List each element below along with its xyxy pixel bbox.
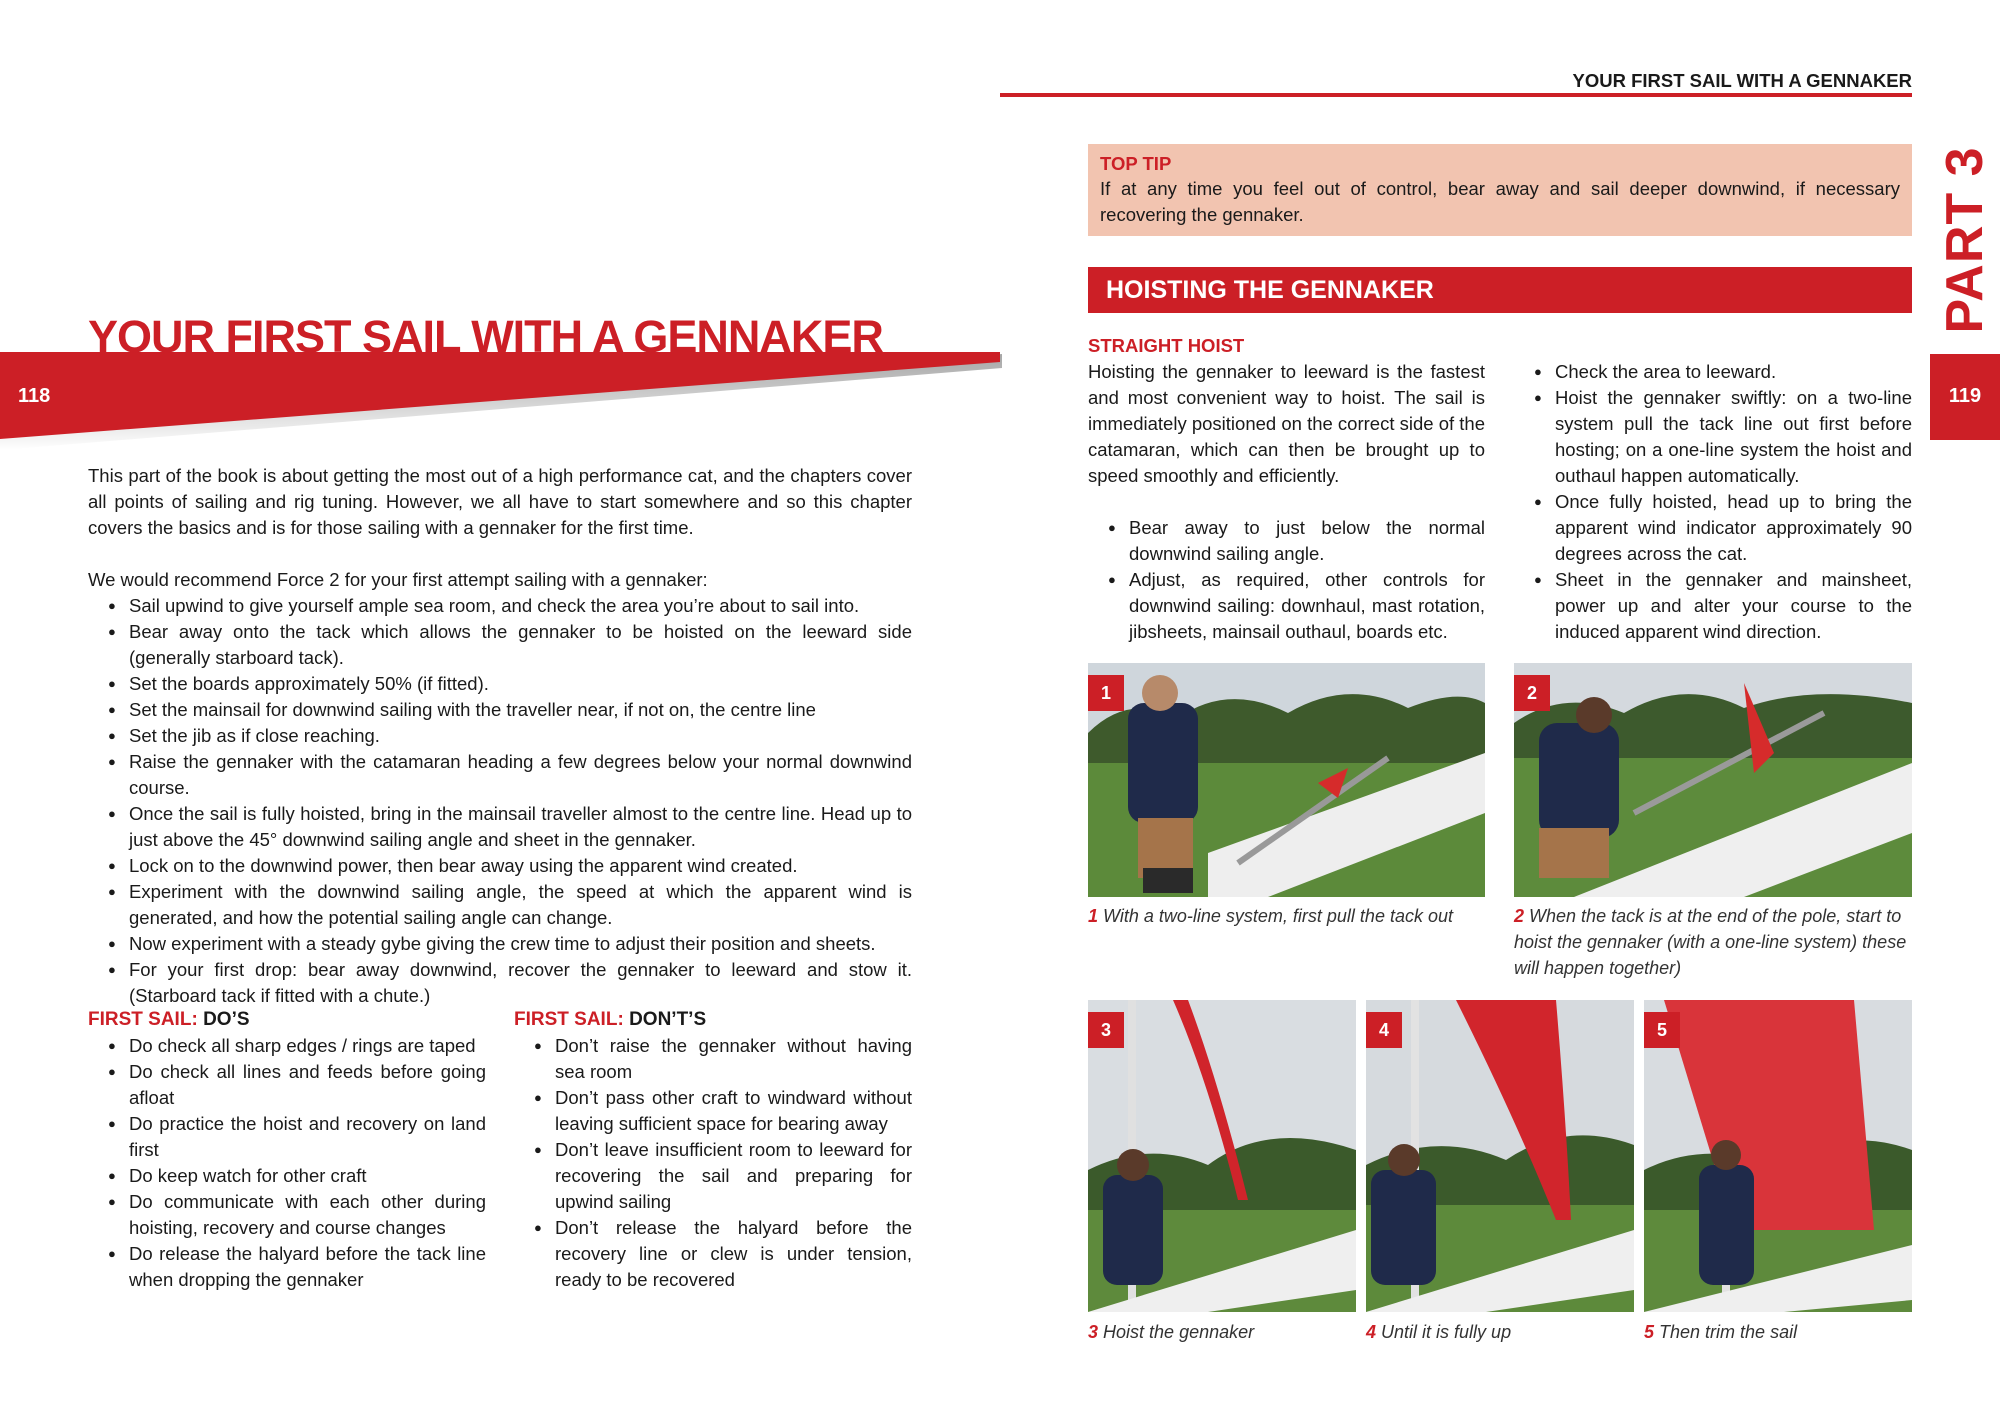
page-number-left: 118: [18, 385, 51, 407]
page-number-right: 119: [1948, 385, 1982, 407]
list-item: ● Experiment with the downwind sailing angle, the speed at which the apparent wind is generated, and how the potential sailing angle can change.: [88, 879, 912, 931]
list-item: ● Now experiment with a steady gybe giving the crew time to adjust their position and sheets.: [88, 931, 912, 957]
donts-heading: FIRST SAIL: DON’T’S: [514, 1009, 707, 1030]
photo-4-badge: 4: [1366, 1012, 1402, 1048]
recommend-line: We would recommend Force 2 for your first attempt sailing with a gennaker:: [88, 569, 708, 590]
section-banner: [1088, 267, 1912, 313]
steps-list: [88, 593, 912, 1009]
photo-5-image: [1644, 1000, 1912, 1312]
list-item: ● Do keep watch for other craft: [88, 1163, 486, 1189]
photo-5: [1644, 1000, 1912, 1312]
photo-2-badge: 2: [1514, 675, 1550, 711]
photo-4-caption: 4 Until it is fully up: [1366, 1322, 1512, 1342]
photo-4-image: [1366, 1000, 1634, 1312]
photo-1-caption: 1 With a two-line system, first pull the tack out: [1088, 906, 1453, 926]
photo-1-badge: 1: [1088, 675, 1124, 711]
part-label: PART 3: [1936, 146, 1994, 334]
photo-5-badge: 5: [1644, 1012, 1680, 1048]
list-item: ● Don’t release the halyard before the recovery line or clew is under tension, ready to be recovered: [514, 1215, 912, 1293]
list-item: ● Do check all lines and feeds before going afloat: [88, 1059, 486, 1111]
list-item: ● Don’t pass other craft to windward without leaving sufficient space for bearing away: [514, 1085, 912, 1137]
top-tip-title: TOP TIP: [1100, 153, 1172, 174]
hoist-bullets-left: [1088, 515, 1485, 645]
photo-3-caption: 3 Hoist the gennaker: [1088, 1322, 1255, 1342]
dos-list: [88, 1033, 486, 1293]
photo-5-caption: 5 Then trim the sail: [1644, 1322, 1798, 1342]
part-tab: [1930, 140, 2000, 340]
list-item: ● Bear away to just below the normal downwind sailing angle.: [1088, 515, 1485, 567]
photo-4: [1366, 1000, 1634, 1312]
list-item: ● For your first drop: bear away downwind, recover the gennaker to leeward and stow it. (Starboard tack if fitted with a chute.): [88, 957, 912, 1009]
list-item: ● Set the mainsail for downwind sailing with the traveller near, if not on, the centre line: [88, 697, 912, 723]
list-item: ● Adjust, as required, other controls for downwind sailing: downhaul, mast rotation, jibsheets, mainsail outhaul, boards etc.: [1088, 567, 1485, 645]
list-item: ● Set the jib as if close reaching.: [88, 723, 912, 749]
list-item: ● Sheet in the gennaker and mainsheet, power up and alter your course to the induced apparent wind direction.: [1514, 567, 1912, 645]
hoist-bullets-right: [1514, 359, 1912, 645]
list-item: ● Check the area to leeward.: [1514, 359, 1912, 385]
hoist-paragraph: Hoisting the gennaker to leeward is the fastest and most convenient way to hoist. The sail is immediately positioned on the correct side of the catamaran, which can then be brought up to speed smoothly and efficiently.: [1088, 361, 1485, 486]
list-item: ● Do release the halyard before the tack line when dropping the gennaker: [88, 1241, 486, 1293]
top-tip-text: If at any time you feel out of control, bear away and sail deeper downwind, if necessary recovering the gennaker.: [1100, 178, 1900, 225]
dos-heading: FIRST SAIL: DO’S: [88, 1009, 250, 1030]
photo-2-caption: 2 When the tack is at the end of the pole, start to hoist the gennaker (with a one-line system) these will happen together): [1514, 906, 1907, 978]
list-item: ● Once fully hoisted, head up to bring the apparent wind indicator approximately 90 degrees across the cat.: [1514, 489, 1912, 567]
chapter-title: YOUR FIRST SAIL WITH A GENNAKER: [88, 311, 883, 362]
list-item: ● Do communicate with each other during hoisting, recovery and course changes: [88, 1189, 486, 1241]
header-rule: [1000, 93, 1912, 97]
list-item: ● Raise the gennaker with the catamaran heading a few degrees below your normal downwind course.: [88, 749, 912, 801]
list-item: ● Do check all sharp edges / rings are taped: [88, 1033, 486, 1059]
photo-3-badge: 3: [1088, 1012, 1124, 1048]
running-header: YOUR FIRST SAIL WITH A GENNAKER: [1572, 70, 1912, 91]
list-item: ● Set the boards approximately 50% (if fitted).: [88, 671, 912, 697]
subsection-title: STRAIGHT HOIST: [1088, 335, 1245, 356]
photo-1: [1088, 663, 1485, 897]
list-item: ● Bear away onto the tack which allows the gennaker to be hoisted on the leeward side (generally starboard tack).: [88, 619, 912, 671]
intro-paragraph: This part of the book is about getting the most out of a high performance cat, and the chapters cover all points of sailing and rig tuning. However, we all have to start somewhere and so this chapter covers the basics and is for those sailing with a gennaker for the first time.: [88, 465, 912, 538]
list-item: ● Sail upwind to give yourself ample sea room, and check the area you’re about to sail into.: [88, 593, 912, 619]
top-tip-box: [1088, 144, 1912, 236]
photo-1-image: [1088, 663, 1485, 897]
list-item: ● Don’t raise the gennaker without having sea room: [514, 1033, 912, 1085]
photo-2-image: [1514, 663, 1912, 897]
photo-3: [1088, 1000, 1356, 1312]
photo-2: [1514, 663, 1912, 897]
donts-list: [514, 1033, 912, 1293]
list-item: ● Don’t leave insufficient room to leeward for recovering the sail and preparing for upwind sailing: [514, 1137, 912, 1215]
section-title: HOISTING THE GENNAKER: [1106, 276, 1434, 304]
page-number-tab: [1930, 354, 2000, 440]
photo-3-image: [1088, 1000, 1356, 1312]
list-item: ● Hoist the gennaker swiftly: on a two-line system pull the tack line out first before hosting; on a one-line system the hoist and outhaul happen automatically.: [1514, 385, 1912, 489]
list-item: ● Lock on to the downwind power, then bear away using the apparent wind created.: [88, 853, 912, 879]
list-item: ● Once the sail is fully hoisted, bring in the mainsail traveller almost to the centre line. Head up to just above the 45° downwind sailing angle and sheet in the gennaker.: [88, 801, 912, 853]
list-item: ● Do practice the hoist and recovery on land first: [88, 1111, 486, 1163]
